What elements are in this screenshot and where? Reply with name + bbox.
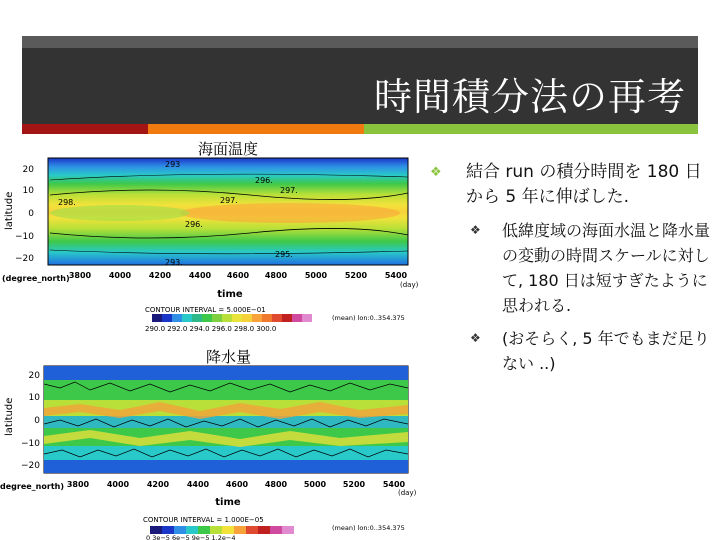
accent-bar-green [364,124,698,134]
diamond-bullet-icon: ❖ [430,165,442,180]
sst-contour-label: 296. [255,176,273,185]
x-tick: 4200 [148,271,172,280]
y-unit: degree_north) [0,482,64,491]
sst-colorbar [152,314,312,322]
y-tick: 10 [28,393,40,403]
y-tick: −20 [21,461,40,471]
precip-band [44,446,408,460]
x-tick: 4400 [188,271,212,280]
y-axis-title: latitude [4,191,15,230]
mean-note: (mean) lon:0..354.375 [332,524,405,532]
mean-note: (mean) lon:0..354.375 [332,314,405,322]
figure-top-label: 海面温度 [198,140,259,158]
x-tick: 5200 [344,271,368,280]
sst-contour-label: 293. [165,258,183,267]
x-tick: 5400 [384,271,408,280]
x-tick: 4800 [264,271,288,280]
sst-warm-pool [180,203,400,223]
bullet-sub-text: 低緯度域の海面水温と降水量の変動の時間スケールに対して, 180 日は短すぎたように思われる. [502,221,711,315]
bullet-main [428,160,710,210]
precip-contour-plot [0,364,430,540]
precip-band [44,366,408,380]
x-tick: 4600 [225,480,249,489]
x-tick: 4200 [146,480,170,489]
x-tick: 4000 [108,271,132,280]
x-tick: 5000 [304,271,328,280]
y-tick: −10 [21,439,40,449]
sst-contour-label: 293 [165,160,181,169]
sst-contour-label: 297. [220,196,238,205]
colorbar-ticks: 0 3e−5 6e−5 9e−5 1.2e−4 [146,534,236,540]
precip-band [44,460,408,473]
y-tick: −20 [15,254,34,264]
bullet-main-text: 結合 run の積分時間を 180 日から 5 年に伸ばした. [466,162,702,207]
y-tick: 0 [34,416,40,426]
bullet-sub [428,218,710,318]
precip-band [44,380,408,400]
x-axis-title: time [217,289,243,300]
x-unit: (day) [400,281,419,289]
y-tick: −10 [15,232,34,242]
precip-colorbar [150,526,294,534]
contour-interval: CONTOUR INTERVAL = 1.000E−05 [143,516,264,524]
x-tick: 5200 [342,480,366,489]
x-tick: 4400 [186,480,210,489]
diamond-bullet-icon: ❖ [470,223,481,237]
y-unit: (degree_north) [2,274,70,283]
slide-title: 時間積分法の再考 [373,75,686,119]
colorbar-ticks: 290.0 292.0 294.0 296.0 298.0 300.0 [145,325,277,333]
sst-contour-label: 295. [275,250,293,259]
bullet-sub [428,326,710,376]
y-tick: 20 [22,165,34,175]
y-axis-title: latitude [4,397,15,436]
sst-contour-plot [0,155,430,335]
accent-bar-red [22,124,148,134]
bullet-list [428,160,710,376]
y-tick: 0 [28,209,34,219]
contour-interval: CONTOUR INTERVAL = 5.000E−01 [145,306,266,314]
x-tick: 5400 [382,480,406,489]
sst-contour-label: 298. [58,198,76,207]
bullet-sub-text: (おそらく, 5 年でもまだ足りない ..) [502,329,710,373]
figure-bottom-label: 降水量 [206,348,252,366]
x-unit: (day) [398,489,417,497]
x-tick: 3800 [68,271,92,280]
accent-bar-orange [148,124,364,134]
y-tick: 20 [28,371,40,381]
y-tick: 10 [22,186,34,196]
x-tick: 3800 [66,480,90,489]
x-tick: 4800 [264,480,288,489]
x-axis-title: time [215,497,241,508]
x-tick: 5000 [303,480,327,489]
x-tick: 4000 [106,480,130,489]
title-bar [22,36,698,124]
sst-cool-tongue [50,205,190,221]
title-top-strip [22,36,698,48]
sst-contour-label: 296. [185,220,203,229]
x-tick: 4600 [226,271,250,280]
sst-contour-label: 297. [280,186,298,195]
diamond-bullet-icon: ❖ [470,331,481,345]
